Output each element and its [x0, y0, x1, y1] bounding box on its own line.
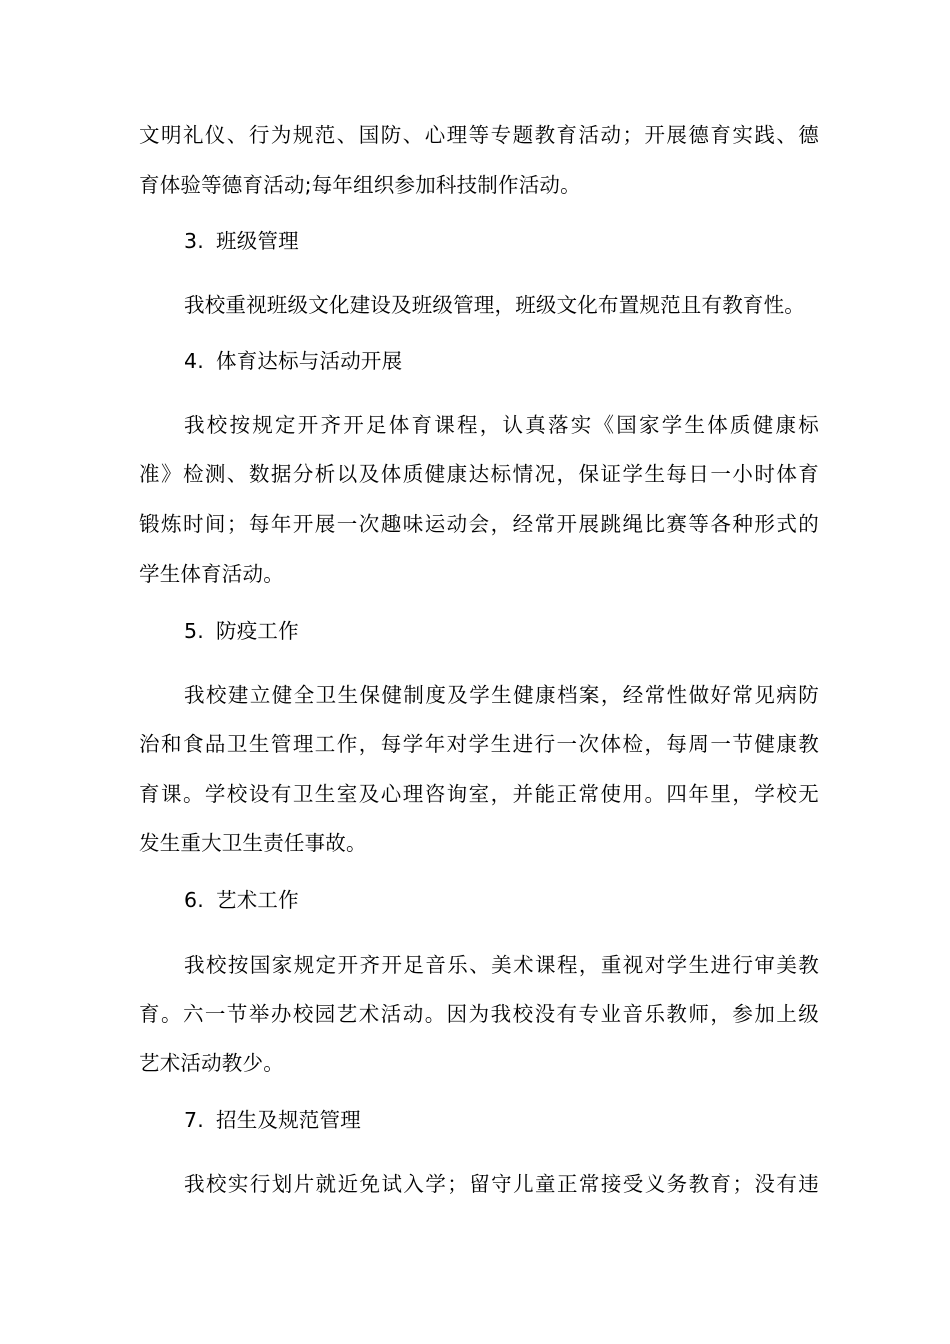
- paragraph-line: 我校按规定开齐开足体育课程，认真落实《国家学生体质健康标: [184, 413, 819, 437]
- section-heading-4: [184, 348, 402, 374]
- paragraph-line: 我校建立健全卫生保健制度及学生健康档案，经常性做好常见病防: [184, 683, 819, 707]
- section-number: 4.: [184, 349, 204, 373]
- paragraph-line: 锻炼时间；每年开展一次趣味运动会，经常开展跳绳比赛等各种形式的: [139, 512, 819, 536]
- paragraph-line: 育。六一节举办校园艺术活动。因为我校没有专业音乐教师，参加上级: [139, 1002, 819, 1026]
- section-title: 班级管理: [216, 229, 299, 253]
- section-title: 艺术工作: [216, 888, 299, 912]
- section-number: 3.: [184, 229, 204, 253]
- paragraph-line: 学生体育活动。: [139, 562, 284, 586]
- paragraph-line: 文明礼仪、行为规范、国防、心理等专题教育活动；开展德育实践、德: [139, 123, 819, 147]
- section-heading-5: [184, 618, 299, 644]
- paragraph-line: 发生重大卫生责任事故。: [139, 831, 367, 855]
- paragraph-line: 治和食品卫生管理工作，每学年对学生进行一次体检，每周一节健康教: [139, 732, 819, 756]
- section-number: 5.: [184, 619, 204, 643]
- section-title: 体育达标与活动开展: [216, 349, 403, 373]
- section-title: 招生及规范管理: [216, 1108, 361, 1132]
- section-number: 7.: [184, 1108, 204, 1132]
- section-heading-7: [184, 1107, 361, 1133]
- paragraph-line: 育体验等德育活动;每年组织参加科技制作活动。: [139, 173, 581, 197]
- paragraph-line: 准》检测、数据分析以及体质健康达标情况，保证学生每日一小时体育: [139, 462, 819, 486]
- section-number: 6.: [184, 888, 204, 912]
- paragraph-line: 我校重视班级文化建设及班级管理，班级文化布置规范且有教育性。: [184, 293, 805, 317]
- section-title: 防疫工作: [216, 619, 299, 643]
- section-heading-6: [184, 887, 299, 913]
- paragraph-line: 我校按国家规定开齐开足音乐、美术课程，重视对学生进行审美教: [184, 953, 819, 977]
- section-heading-3: [184, 228, 299, 254]
- paragraph-line: 我校实行划片就近免试入学；留守儿童正常接受义务教育；没有违: [184, 1172, 819, 1196]
- paragraph-line: 艺术活动教少。: [139, 1051, 284, 1075]
- paragraph-line: 育课。学校设有卫生室及心理咨询室，并能正常使用。四年里，学校无: [139, 782, 819, 806]
